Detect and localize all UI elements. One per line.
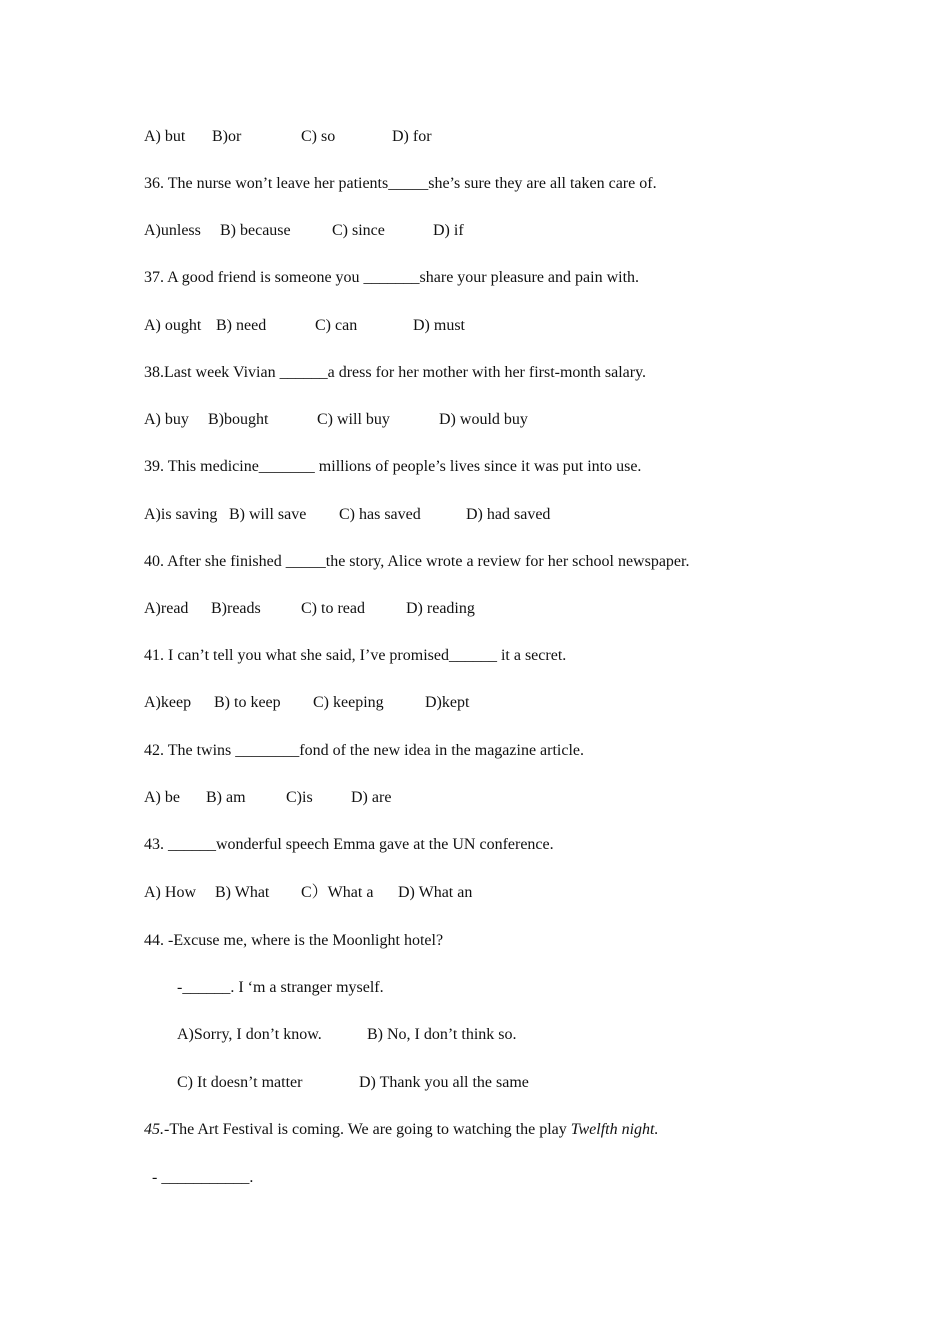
q36-option-c: C) since bbox=[332, 222, 385, 239]
q44-option-a: A)Sorry, I don’t know. bbox=[177, 1026, 322, 1043]
q37-stem: 37. A good friend is someone you _______share your pleasure and pain with. bbox=[144, 269, 640, 286]
q39-option-b: B) will save bbox=[229, 506, 307, 523]
q38-stem: 38.Last week Vivian ______a dress for her mother with her first-month salary. bbox=[144, 364, 647, 381]
q42-option-c: C)is bbox=[286, 789, 313, 806]
q43-option-b: B) What bbox=[215, 884, 270, 901]
q36-option-d: D) if bbox=[433, 222, 464, 239]
q45-play-title: Twelfth night. bbox=[570, 1121, 659, 1138]
q42-option-b: B) am bbox=[206, 789, 246, 806]
q37-option-c: C) can bbox=[315, 317, 358, 334]
q41-option-c: C) keeping bbox=[313, 694, 384, 711]
q40-option-c: C) to read bbox=[301, 600, 365, 617]
q44-option-c: C) It doesn’t matter bbox=[177, 1074, 303, 1091]
q44-reply: -______. I ‘m a stranger myself. bbox=[177, 979, 384, 996]
q39-stem: 39. This medicine_______ millions of people’s lives since it was put into use. bbox=[144, 458, 642, 475]
q40-option-b: B)reads bbox=[211, 600, 261, 617]
q44-option-b: B) No, I don’t think so. bbox=[367, 1026, 517, 1043]
q45-stem bbox=[144, 1119, 659, 1141]
q35-option-d: D) for bbox=[392, 128, 432, 145]
q45-stem-text: -The Art Festival is coming. We are going to watching the play bbox=[164, 1121, 571, 1138]
q41-option-a: A)keep bbox=[144, 694, 192, 711]
q37-option-a: A) ought bbox=[144, 317, 202, 334]
q40-option-a: A)read bbox=[144, 600, 189, 617]
q38-option-d: D) would buy bbox=[439, 411, 528, 428]
q43-option-c: C）What a bbox=[301, 884, 374, 901]
q43-option-a: A) How bbox=[144, 884, 196, 901]
q40-option-d: D) reading bbox=[406, 600, 475, 617]
q42-option-a: A) be bbox=[144, 789, 180, 806]
q45-reply: - ___________. bbox=[152, 1169, 254, 1186]
q42-stem: 42. The twins ________fond of the new idea in the magazine article. bbox=[144, 742, 585, 759]
q44-stem: 44. -Excuse me, where is the Moonlight hotel? bbox=[144, 932, 444, 949]
q45-number: 45. bbox=[144, 1121, 164, 1138]
q40-stem: 40. After she finished _____the story, Alice wrote a review for her school newspaper. bbox=[144, 553, 690, 570]
q43-stem: 43. ______wonderful speech Emma gave at the UN conference. bbox=[144, 836, 554, 853]
q39-option-c: C) has saved bbox=[339, 506, 421, 523]
q44-option-d: D) Thank you all the same bbox=[359, 1074, 529, 1091]
q37-option-b: B) need bbox=[216, 317, 267, 334]
q43-option-d: D) What an bbox=[398, 884, 473, 901]
q38-option-a: A) buy bbox=[144, 411, 189, 428]
q42-option-d: D) are bbox=[351, 789, 392, 806]
q35-option-a: A) but bbox=[144, 128, 186, 145]
q39-option-d: D) had saved bbox=[466, 506, 551, 523]
q36-option-b: B) because bbox=[220, 222, 291, 239]
q35-option-b: B)or bbox=[212, 128, 242, 145]
q36-option-a: A)unless bbox=[144, 222, 201, 239]
q38-option-b: B)bought bbox=[208, 411, 269, 428]
q35-option-c: C) so bbox=[301, 128, 336, 145]
q39-option-a: A)is saving bbox=[144, 506, 218, 523]
q41-stem: 41. I can’t tell you what she said, I’ve promised______ it a secret. bbox=[144, 647, 567, 664]
q36-stem: 36. The nurse won’t leave her patients_____she’s sure they are all taken care of. bbox=[144, 175, 657, 192]
q41-option-b: B) to keep bbox=[214, 694, 281, 711]
q41-option-d: D)kept bbox=[425, 694, 470, 711]
q38-option-c: C) will buy bbox=[317, 411, 390, 428]
q37-option-d: D) must bbox=[413, 317, 465, 334]
